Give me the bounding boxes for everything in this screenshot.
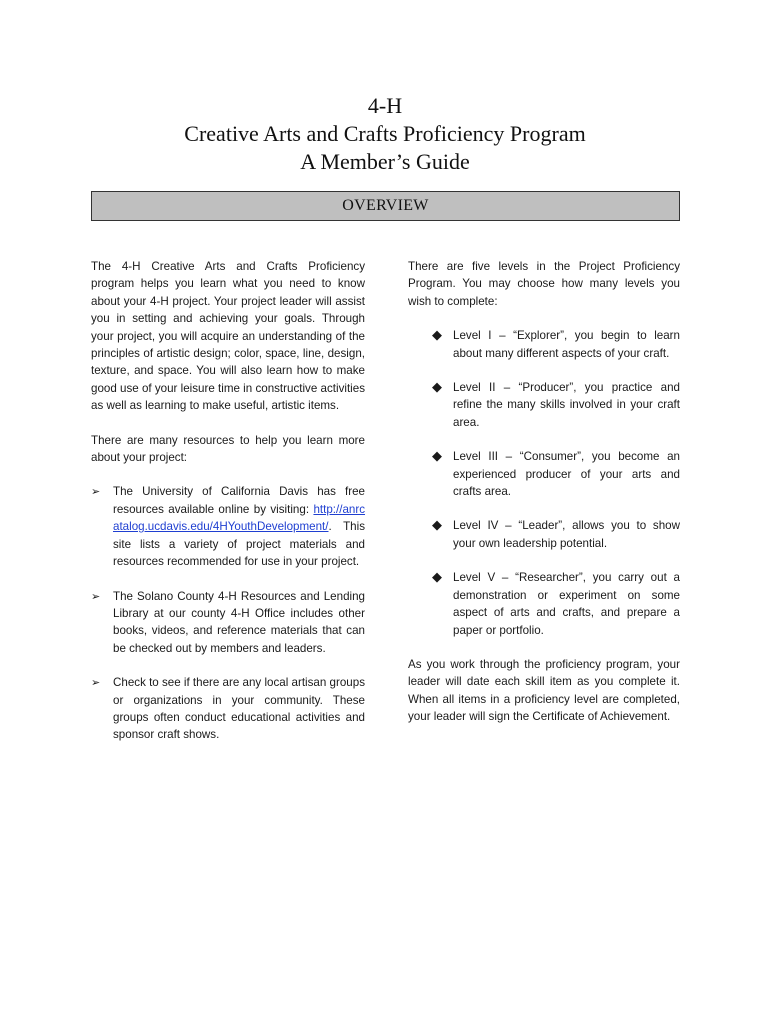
resources-list xyxy=(91,483,365,743)
arrow-bullet-icon: ➢ xyxy=(91,589,101,603)
left-column xyxy=(91,258,365,761)
closing-paragraph: As you work through the proficiency program, your leader will date each skill item as you complete it. When all items in a proficiency level are completed, your leader will sign the Certificate of Achievement. xyxy=(408,657,680,724)
level-text: Level V – “Researcher”, you carry out a demonstration or experiment on some aspect of arts and crafts, and prepare a paper or portfolio. xyxy=(453,571,680,637)
resource-text-after: . This site lists a variety of project materials and resources recommended for use in your project. xyxy=(113,520,365,569)
list-item xyxy=(408,379,680,431)
resources-intro: There are many resources to help you learn more about your project: xyxy=(91,433,365,465)
list-item xyxy=(408,569,680,639)
diamond-bullet-icon: ◆ xyxy=(432,570,442,586)
list-item xyxy=(91,588,365,658)
list-item xyxy=(408,517,680,552)
levels-list xyxy=(408,327,680,639)
list-item xyxy=(408,448,680,500)
resource-text: Check to see if there are any local artisan groups or organizations in your community. These groups often conduct educational activities and sponsor craft shows. xyxy=(113,676,365,742)
arrow-bullet-icon: ➢ xyxy=(91,676,101,690)
list-item xyxy=(408,327,680,362)
diamond-bullet-icon: ◆ xyxy=(432,518,442,534)
level-text: Level III – “Consumer”, you become an experienced producer of your arts and crafts area. xyxy=(453,450,680,499)
intro-paragraph: The 4-H Creative Arts and Crafts Proficiency program helps you learn what you need to know about your 4-H project. Your project leader will assist you in setting and achieving your goals. Through your project, you will acquire an understanding of the principles of artistic design; color, space, line, design, texture, and space. You will also learn how to make good use of your leisure time in constructive activities as well as learning to make useful, artistic items. xyxy=(91,260,365,413)
overview-heading-bar xyxy=(91,191,680,221)
list-item xyxy=(91,483,365,570)
level-text: Level IV – “Leader”, allows you to show your own leadership potential. xyxy=(453,519,680,550)
title-line-1: 4-H xyxy=(367,93,403,118)
diamond-bullet-icon: ◆ xyxy=(432,380,442,396)
arrow-bullet-icon: ➢ xyxy=(91,485,101,499)
level-text: Level I – “Explorer”, you begin to learn about many different aspects of your craft. xyxy=(453,329,680,360)
list-item xyxy=(91,674,365,744)
diamond-bullet-icon: ◆ xyxy=(432,328,442,344)
diamond-bullet-icon: ◆ xyxy=(432,449,442,465)
title-line-3: A Member’s Guide xyxy=(300,149,470,174)
levels-intro: There are five levels in the Project Proficiency Program. You may choose how many levels you wish to complete: xyxy=(408,260,680,308)
right-column xyxy=(408,258,680,743)
level-text: Level II – “Producer”, you practice and refine the many skills involved in your craft area. xyxy=(453,381,680,429)
resource-text-before: The University of California Davis has free resources available online by visiting: xyxy=(113,485,365,516)
document-title xyxy=(0,92,770,176)
title-line-2: Creative Arts and Crafts Proficiency Program xyxy=(184,121,586,146)
overview-label: OVERVIEW xyxy=(342,197,429,214)
ucdavis-link[interactable]: http://anrcatalog.ucdavis.edu/4HYouthDevelopment/ xyxy=(113,502,365,534)
resource-text: The Solano County 4-H Resources and Lending Library at our county 4-H Office includes other books, videos, and reference materials that can be checked out by members and leaders. xyxy=(113,589,365,655)
